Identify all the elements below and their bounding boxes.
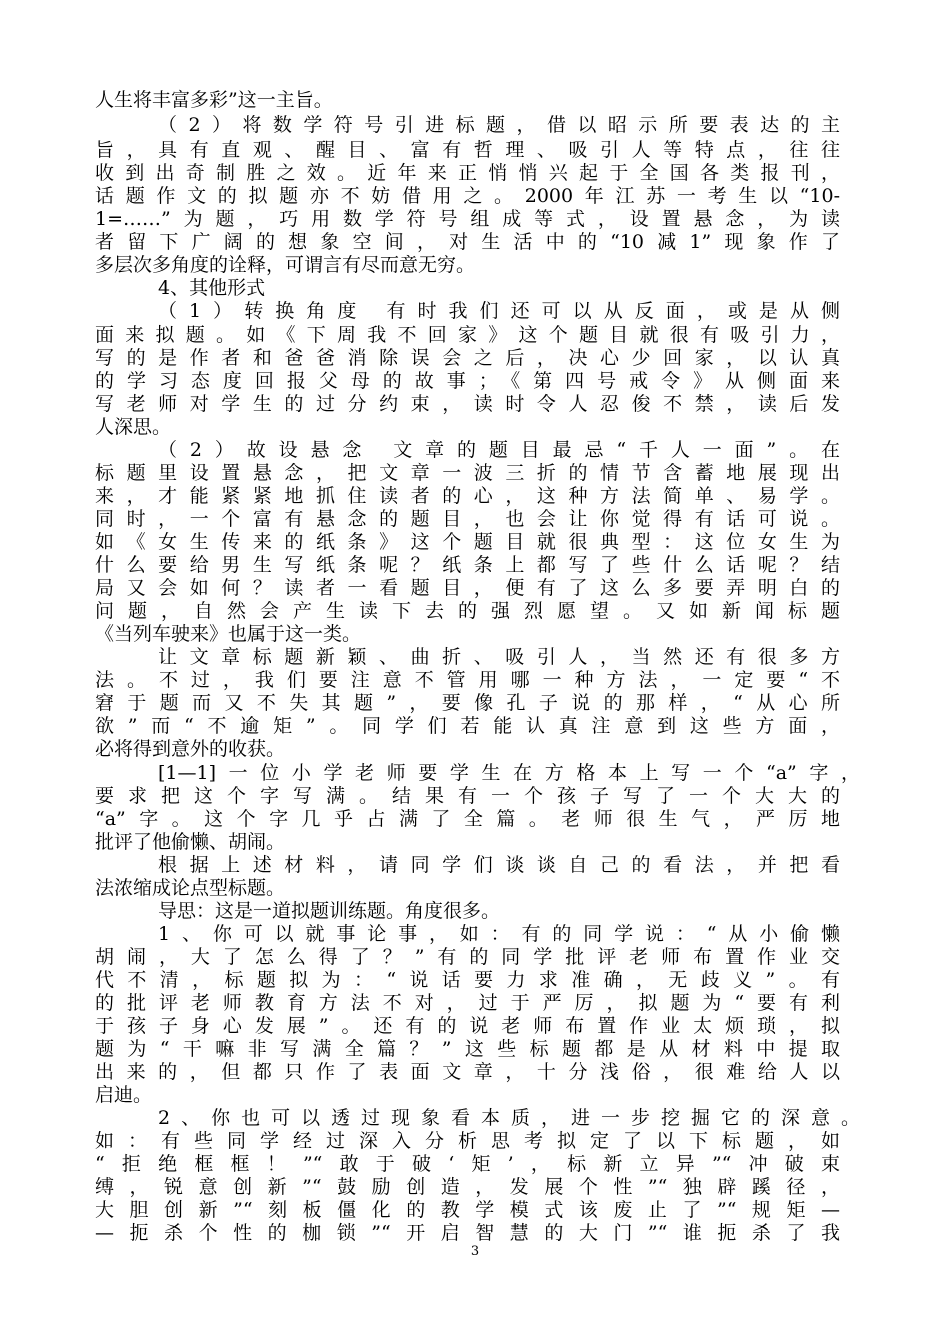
page-number: 3 (470, 1244, 480, 1259)
text-line: （2）将数学符号引进标题，借以昭示所要表达的主 (158, 114, 840, 136)
text-line: 1、你可以就事论事，如：有的同学说：“从小偷懒 (158, 923, 840, 945)
text-line: 大胆创新”“刻板僵化的教学模式该废止了”“规矩— (95, 1199, 840, 1221)
text-line: （1）转换角度 有时我们还可以从反面，或是从侧 (158, 300, 840, 322)
text-line: 必将得到意外的收获。 (95, 738, 286, 760)
text-line: 1=……”为题，巧用数学符号组成等式，设置悬念，为读 (95, 208, 840, 230)
text-line: “拒绝框框！”“敢于破‘矩’，标新立异”“冲破束 (95, 1153, 840, 1175)
text-line: 人生将丰富多彩”这一主旨。 (95, 89, 333, 111)
text-line: 要求把这个字写满。结果有一个孩子写了一个大大的 (95, 785, 840, 807)
text-line: 胡闹，大了怎么得了？”有的同学批评老师布置作业交 (95, 946, 840, 968)
text-line: 局又会如何？读者一看题目，便有了这么多要弄明白的 (95, 577, 840, 599)
text-line: 如：有些同学经过深入分析思考拟定了以下标题，如 (95, 1130, 840, 1152)
text-line: 的批评老师教育方法不对，过于严厉，拟题为“要有利 (95, 992, 840, 1014)
text-line: 代不清，标题拟为：“说话要力求准确，无歧义”。有 (95, 969, 840, 991)
text-line: [1—1]一位小学老师要学生在方格本上写一个“a”字， (158, 762, 860, 784)
text-line: 导思：这是一道拟题训练题。角度很多。 (158, 900, 501, 922)
text-line: —扼杀个性的枷锁”“开启智慧的大门”“谁扼杀了我 (95, 1222, 840, 1244)
text-line: 出来的，但都只作了表面文章，十分浅俗，很难给人以 (95, 1061, 840, 1083)
text-line: 缚，锐意创新”“鼓励创造，发展个性”“独辟蹊径， (95, 1176, 840, 1198)
text-line: 2、你也可以透过现象看本质，进一步挖掘它的深意。 (158, 1107, 860, 1129)
text-line: 法浓缩成论点型标题。 (95, 877, 286, 899)
text-line: 启迪。 (95, 1084, 153, 1106)
text-line: 问题，自然会产生读下去的强烈愿望。又如新闻标题 (95, 600, 840, 622)
text-line: 什么要给男生写纸条呢？纸条上都写了些什么话呢？结 (95, 554, 840, 576)
text-line: 《当列车驶来》也属于这一类。 (95, 623, 362, 645)
text-line: 让文章标题新颖、曲折、吸引人，当然还有很多方 (158, 646, 840, 668)
text-line: 题为“干嘛非写满全篇？”这些标题都是从材料中提取 (95, 1038, 840, 1060)
text-line: 根据上述材料，请同学们谈谈自己的看法，并把看 (158, 854, 840, 876)
text-line: 话题作文的拟题亦不妨借用之。2000年江苏一考生以“10- (95, 185, 840, 207)
text-line: 人深思。 (95, 416, 172, 438)
text-line: 多层次多角度的诠释，可谓言有尽而意无穷。 (95, 254, 476, 276)
text-line: 窘于题而又不失其题”，要像孔子说的那样，“从心所 (95, 692, 840, 714)
text-line: 来，才能紧紧地抓住读者的心，这种方法简单、易学。 (95, 485, 840, 507)
text-line: （2）故设悬念 文章的题目最忌“千人一面”。在 (158, 439, 840, 461)
text-line: 同时，一个富有悬念的题目，也会让你觉得有话可说。 (95, 508, 840, 530)
text-line: 欲”而“不逾矩”。同学们若能认真注意到这些方面， (95, 715, 840, 737)
text-line: 如《女生传来的纸条》这个题目就很典型：这位女生为 (95, 531, 840, 553)
text-line: 批评了他偷懒、胡闹。 (95, 831, 286, 853)
text-line: 的学习态度回报父母的故事；《第四号戒令》从侧面来 (95, 370, 840, 392)
text-line: “a”字。这个字几乎占满了全篇。老师很生气，严厉地 (95, 808, 840, 830)
text-line: 写的是作者和爸爸消除误会之后，决心少回家，以认真 (95, 347, 840, 369)
text-line: 面来拟题。如《下周我不回家》这个题目就很有吸引力， (95, 324, 840, 346)
text-line: 旨，具有直观、醒目、富有哲理、吸引人等特点，往往 (95, 139, 840, 161)
text-line: 者留下广阔的想象空间，对生活中的“10减1”现象作了 (95, 231, 840, 253)
text-line: 收到出奇制胜之效。近年来正悄悄兴起于全国各类报刊， (95, 162, 840, 184)
text-line: 法。不过，我们要注意不管用哪一种方法，一定要“不 (95, 669, 840, 691)
section-heading: 4、其他形式 (158, 277, 266, 299)
text-line: 写老师对学生的过分约束，读时令人忍俊不禁，读后发 (95, 393, 840, 415)
text-line: 于孩子身心发展”。还有的说老师布置作业太烦琐，拟 (95, 1015, 840, 1037)
text-line: 标题里设置悬念，把文章一波三折的情节含蓄地展现出 (95, 462, 840, 484)
